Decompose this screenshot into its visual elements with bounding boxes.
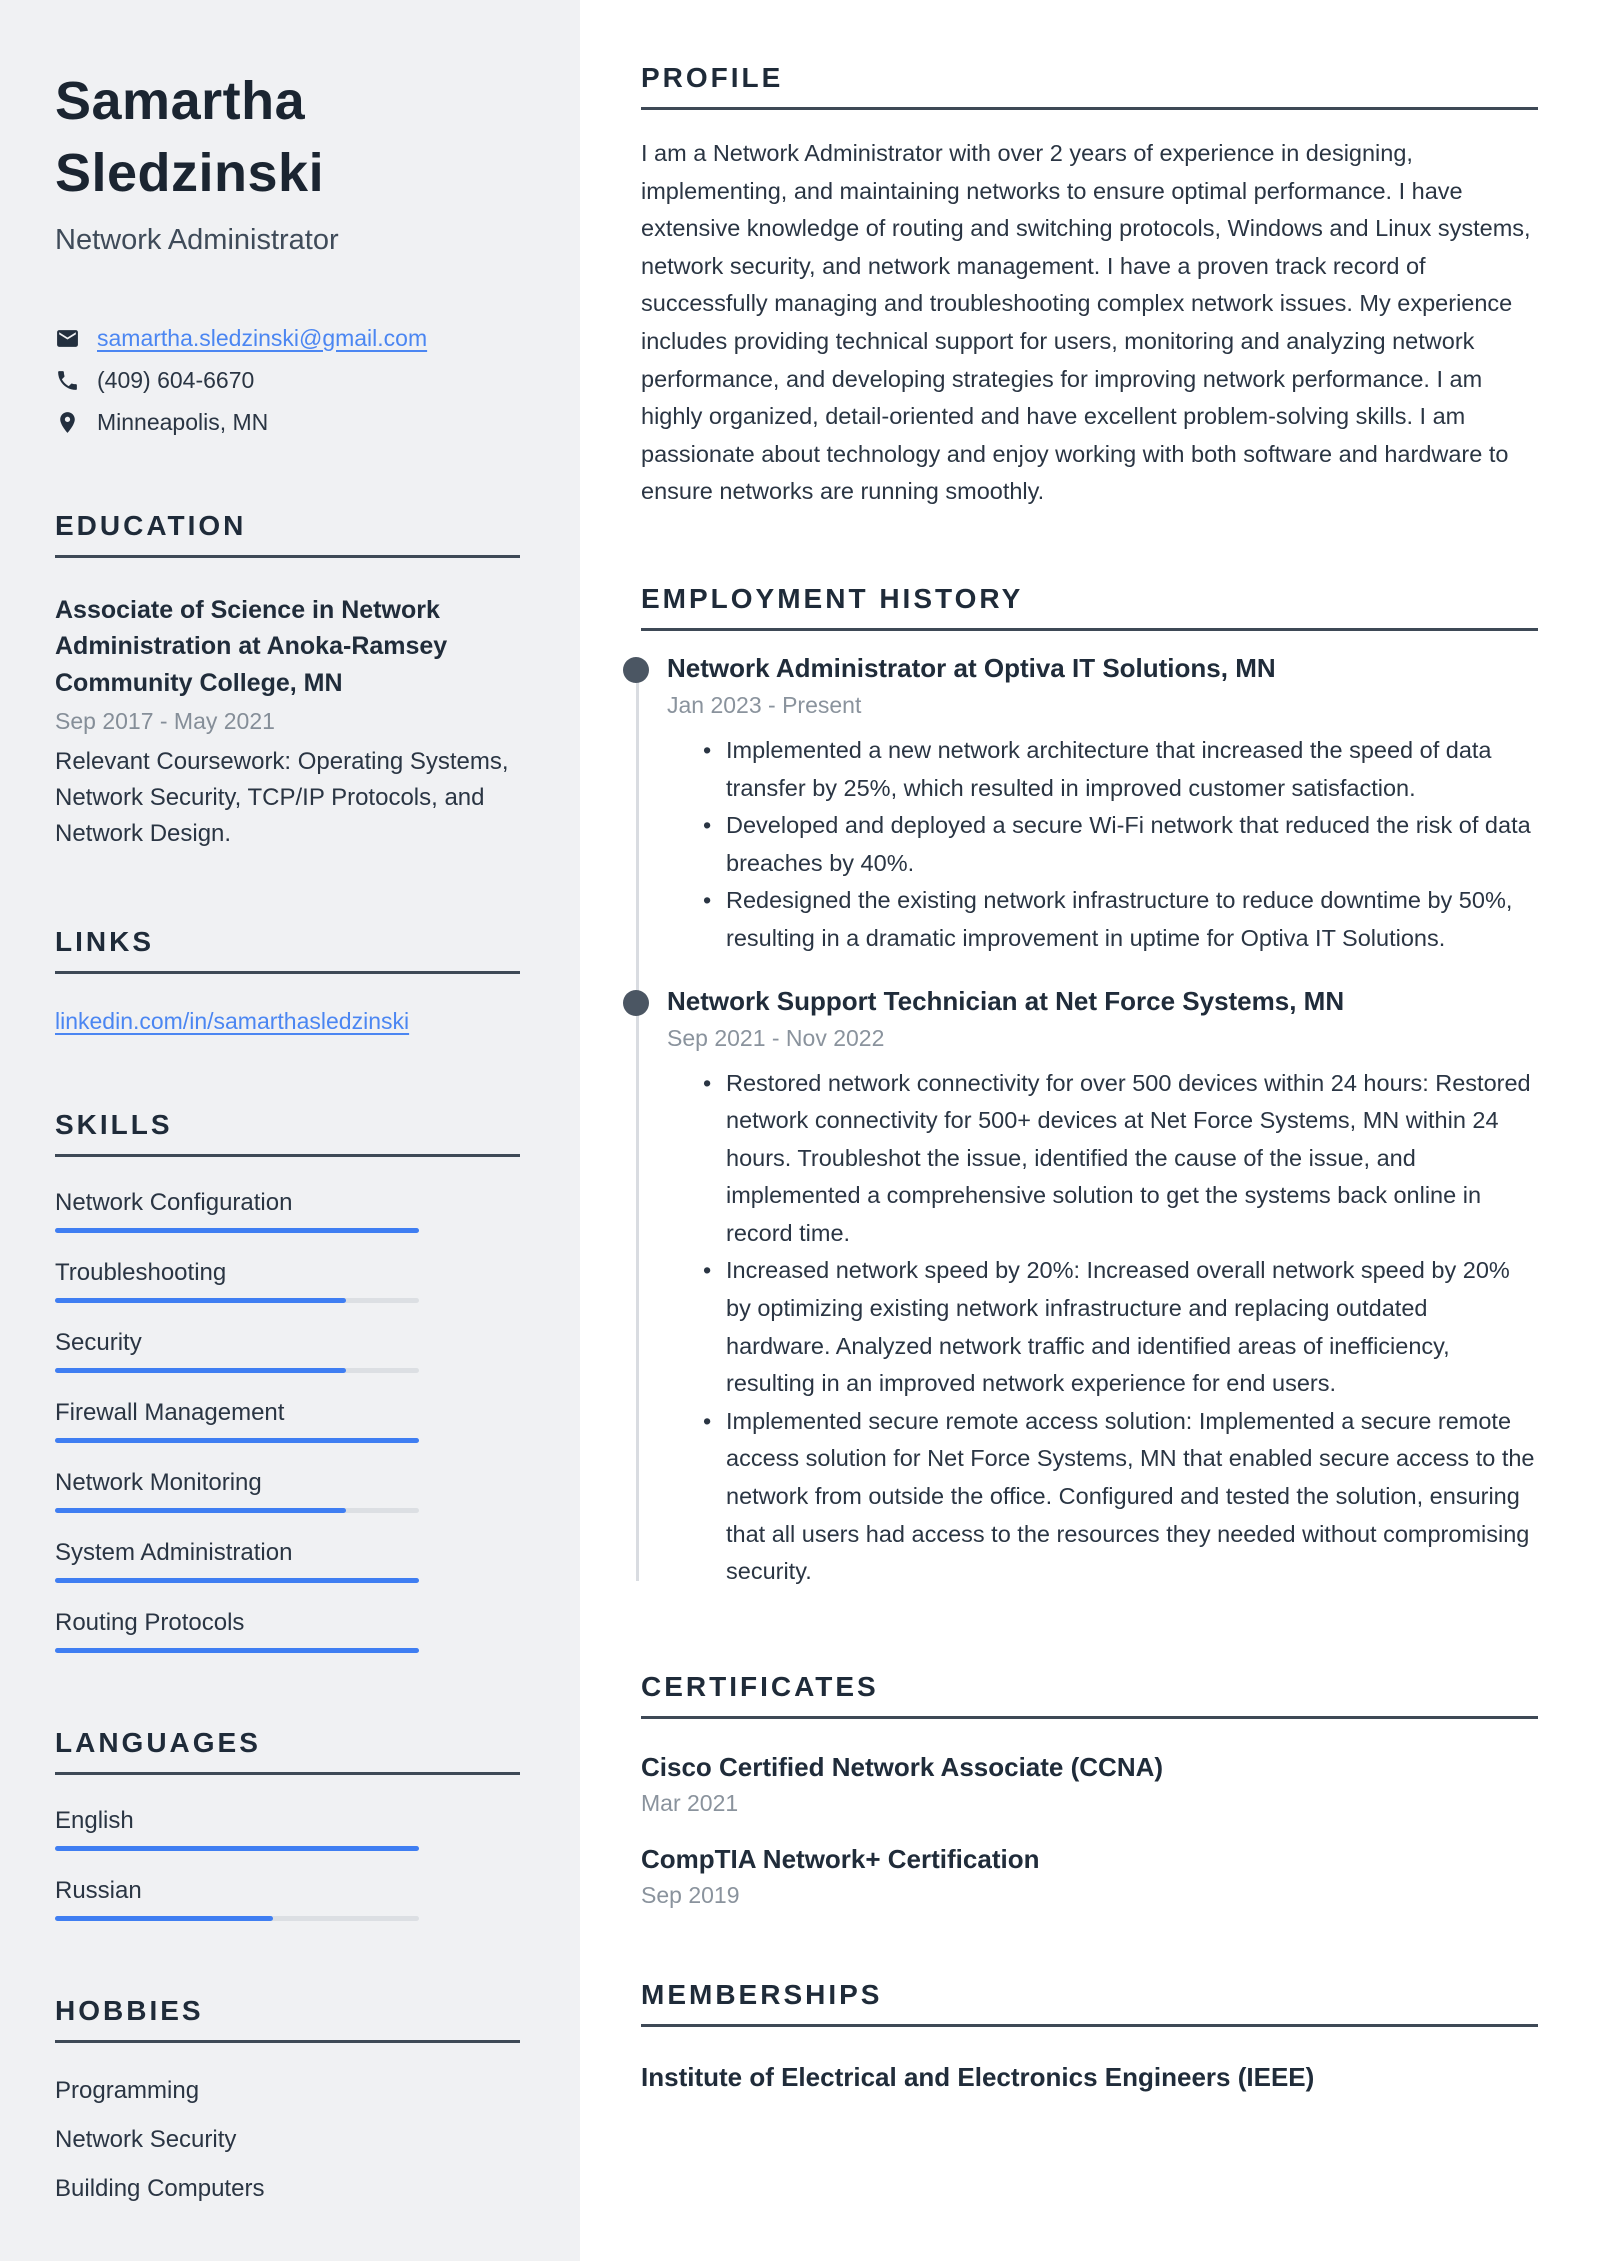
skill-bar-fill xyxy=(55,1228,419,1233)
skill-row xyxy=(55,1329,520,1373)
language-bar-fill xyxy=(55,1916,273,1921)
hobbies-heading: HOBBIES xyxy=(55,1995,520,2043)
skill-bar-track xyxy=(55,1578,419,1583)
language-bar-fill xyxy=(55,1846,419,1851)
phone-icon xyxy=(55,368,80,393)
memberships-section xyxy=(641,1979,1538,2093)
job-bullet: • Implemented secure remote access solution: Implemented a secure remote access solution for Net Force Systems, MN that enabled secure access to the network from outside the office. Configured and tested the solution, ensuring that all users had access to the resources they needed without compromising security. xyxy=(703,1403,1538,1591)
skill-row xyxy=(55,1539,520,1583)
skill-label: Firewall Management xyxy=(55,1399,285,1427)
certificate-date: Sep 2019 xyxy=(641,1881,740,1908)
skill-label: Network Monitoring xyxy=(55,1469,262,1497)
education-degree: Associate of Science in Network Administration at Anoka-Ramsey Community College, MN xyxy=(55,595,448,697)
job-bullet: • Restored network connectivity for over 500 devices within 24 hours: Restored network connectivity for 500+ devices at Net Force Systems, MN within 24 hours. Troubleshot the issue, identified the cause of the issue, and implemented a comprehensive solution to get the systems back online in record time. xyxy=(703,1065,1538,1253)
skill-bar-track xyxy=(55,1298,419,1303)
contact-location-row xyxy=(55,409,520,436)
employment-history-section xyxy=(641,583,1538,1591)
certificate-name: CompTIA Network+ Certification xyxy=(641,1843,1040,1874)
skill-row xyxy=(55,1259,520,1303)
location-pin-icon xyxy=(55,410,80,435)
skill-bar-fill xyxy=(55,1298,346,1303)
memberships-heading: MEMBERSHIPS xyxy=(641,1979,1538,2027)
person-name: Samartha Sledzinski xyxy=(55,71,325,203)
certificate-item xyxy=(641,1752,1538,1817)
education-details: Relevant Coursework: Operating Systems, Network Security, TCP/IP Protocols, and Network Design. xyxy=(55,748,509,848)
skill-label: Troubleshooting xyxy=(55,1259,227,1287)
skill-bar-fill xyxy=(55,1508,346,1513)
hobby-item: Building Computers xyxy=(55,2175,265,2203)
languages-section xyxy=(55,1727,520,1921)
language-bar-track xyxy=(55,1916,419,1921)
hobbies-section xyxy=(55,1995,520,2203)
main-column xyxy=(580,0,1600,2261)
job-title: Network Administrator at Optiva IT Solutions, MN xyxy=(667,652,1276,683)
contact-info xyxy=(55,325,520,436)
jobs-timeline xyxy=(641,653,1538,1591)
language-bar-track xyxy=(55,1846,419,1851)
envelope-icon xyxy=(55,326,80,351)
skill-bar-fill xyxy=(55,1368,346,1373)
skill-bar-track xyxy=(55,1368,419,1373)
timeline-line xyxy=(636,667,639,1581)
job-bullet-list xyxy=(703,1065,1538,1591)
skill-bar-fill xyxy=(55,1438,419,1443)
education-date-range: Sep 2017 - May 2021 xyxy=(55,708,275,735)
language-row xyxy=(55,1877,520,1921)
certificates-section xyxy=(641,1671,1538,1909)
skill-row xyxy=(55,1469,520,1513)
skill-bar-track xyxy=(55,1228,419,1233)
language-label: English xyxy=(55,1807,134,1835)
skill-bar-track xyxy=(55,1648,419,1653)
job-bullet-list xyxy=(703,732,1538,958)
job-date-range: Sep 2021 - Nov 2022 xyxy=(667,1024,885,1051)
skill-label: Routing Protocols xyxy=(55,1609,245,1637)
sidebar xyxy=(0,0,580,2261)
phone-number: (409) 604-6670 xyxy=(97,366,255,393)
location-text: Minneapolis, MN xyxy=(97,408,269,435)
skill-bar-track xyxy=(55,1508,419,1513)
job-title: Network Support Technician at Net Force Systems, MN xyxy=(667,985,1345,1016)
job-bullet: • Increased network speed by 20%: Increased overall network speed by 20% by optimizing existing network infrastructure and replacing outdated hardware. Analyzed network traffic and identified areas of inefficiency, resulting in an improved network experience for end users. xyxy=(703,1252,1538,1402)
skill-bar-fill xyxy=(55,1578,419,1583)
profile-heading: PROFILE xyxy=(641,62,1538,110)
certificate-item xyxy=(641,1844,1538,1909)
email-link[interactable]: samartha.sledzinski@gmail.com xyxy=(97,324,428,351)
job-bullet: • Implemented a new network architecture that increased the speed of data transfer by 25%, which resulted in improved customer satisfaction. xyxy=(703,732,1538,807)
contact-phone-row xyxy=(55,367,520,394)
education-section xyxy=(55,510,520,853)
profile-section xyxy=(641,62,1538,511)
skill-label: Network Configuration xyxy=(55,1189,293,1217)
linkedin-link[interactable]: linkedin.com/in/samarthasledzinski xyxy=(55,1008,410,1035)
certificate-name: Cisco Certified Network Associate (CCNA) xyxy=(641,1751,1164,1782)
skill-row xyxy=(55,1189,520,1233)
hobby-item: Network Security xyxy=(55,2126,237,2154)
profile-text: I am a Network Administrator with over 2 years of experience in designing, implementing, and maintaining networks to ensure optimal performance. I have extensive knowledge of routing and switching protocols, Windows and Linux systems, network security, and network management. I have a proven track record of successfully managing and troubleshooting complex network issues. My experience includes providing technical support for users, monitoring and analyzing network performance, and developing strategies for improving network performance. I am highly organized, detail-oriented and have excellent problem-solving skills. I am passionate about technology and enjoy working with both software and hardware to ensure networks are running smoothly. xyxy=(641,140,1531,505)
links-section xyxy=(55,926,520,1035)
skill-row xyxy=(55,1399,520,1443)
languages-heading: LANGUAGES xyxy=(55,1727,520,1775)
certificates-heading: CERTIFICATES xyxy=(641,1671,1538,1719)
job-bullet: • Redesigned the existing network infrastructure to reduce downtime by 50%, resulting in a dramatic improvement in uptime for Optiva IT Solutions. xyxy=(703,882,1538,957)
membership-name: Institute of Electrical and Electronics Engineers (IEEE) xyxy=(641,2061,1315,2092)
language-row xyxy=(55,1807,520,1851)
skill-label: System Administration xyxy=(55,1539,293,1567)
link-item xyxy=(55,1008,520,1035)
job-date-range: Jan 2023 - Present xyxy=(667,691,862,718)
hobby-item: Programming xyxy=(55,2077,200,2105)
skills-heading: SKILLS xyxy=(55,1109,520,1157)
language-label: Russian xyxy=(55,1877,142,1905)
skill-bar-track xyxy=(55,1438,419,1443)
job-bullet: • Developed and deployed a secure Wi-Fi network that reduced the risk of data breaches by 40%. xyxy=(703,807,1538,882)
employment-history-heading: EMPLOYMENT HISTORY xyxy=(641,583,1538,631)
job-entry xyxy=(641,653,1538,958)
certificate-date: Mar 2021 xyxy=(641,1789,739,1816)
timeline-dot-icon xyxy=(623,990,649,1016)
skill-bar-fill xyxy=(55,1648,419,1653)
education-heading: EDUCATION xyxy=(55,510,520,558)
job-entry xyxy=(641,986,1538,1591)
skills-section xyxy=(55,1109,520,1653)
timeline-dot-icon xyxy=(623,657,649,683)
skill-row xyxy=(55,1609,520,1653)
contact-email-row xyxy=(55,325,520,352)
links-heading: LINKS xyxy=(55,926,520,974)
person-job-title: Network Administrator xyxy=(55,223,339,256)
skill-label: Security xyxy=(55,1329,142,1357)
